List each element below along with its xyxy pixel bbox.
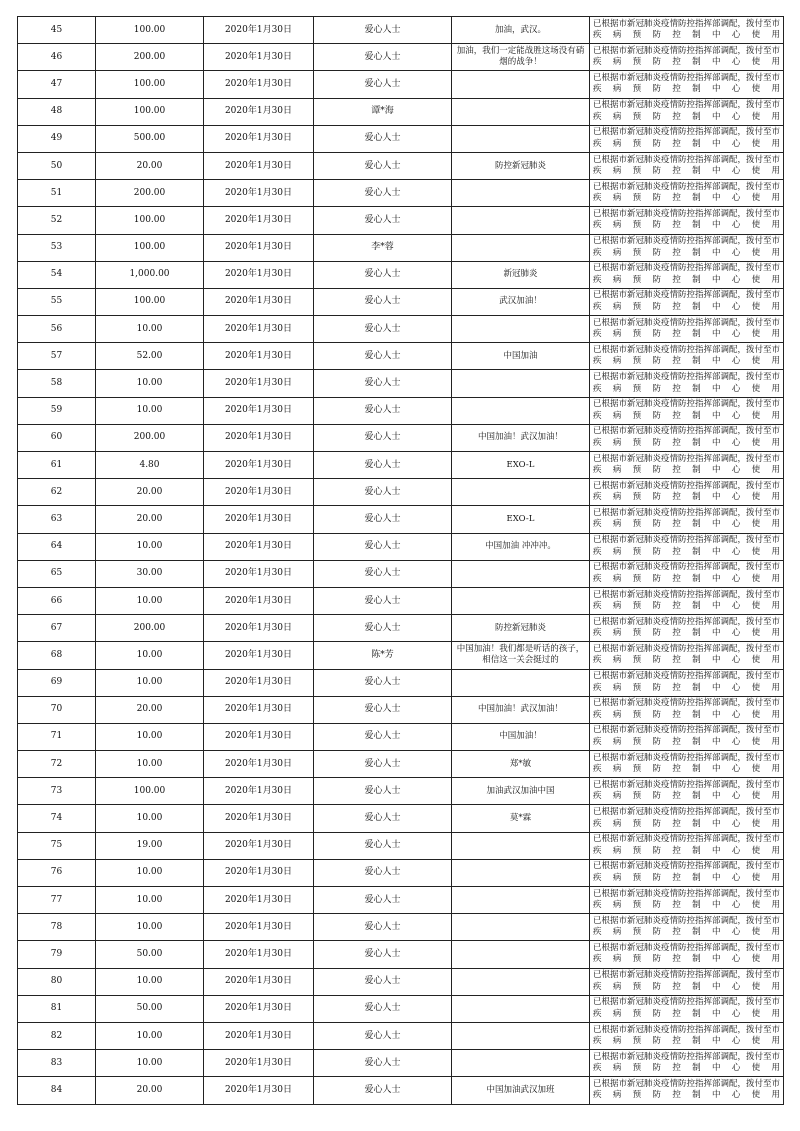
donation-note (452, 397, 590, 424)
donor-name: 爱心人士 (314, 587, 452, 614)
donor-name: 爱心人士 (314, 17, 452, 44)
donation-date: 2020年1月30日 (204, 98, 314, 125)
donation-amount: 10.00 (96, 316, 204, 343)
usage-description: 已根据市新冠肺炎疫情防控指挥部调配，拨付至市疾病预防控制中心使用 (590, 968, 784, 995)
donation-amount: 10.00 (96, 587, 204, 614)
row-number: 46 (18, 44, 96, 71)
usage-description: 已根据市新冠肺炎疫情防控指挥部调配，拨付至市疾病预防控制中心使用 (590, 533, 784, 560)
table-row (18, 669, 784, 696)
donation-note (452, 914, 590, 941)
row-number: 83 (18, 1050, 96, 1077)
usage-description: 已根据市新冠肺炎疫情防控指挥部调配，拨付至市疾病预防控制中心使用 (590, 1022, 784, 1049)
donation-note: 中国加油！武汉加油！ (452, 424, 590, 451)
table-row (18, 941, 784, 968)
usage-description: 已根据市新冠肺炎疫情防控指挥部调配，拨付至市疾病预防控制中心使用 (590, 288, 784, 315)
usage-description: 已根据市新冠肺炎疫情防控指挥部调配，拨付至市疾病预防控制中心使用 (590, 152, 784, 179)
usage-description: 已根据市新冠肺炎疫情防控指挥部调配，拨付至市疾病预防控制中心使用 (590, 941, 784, 968)
donation-date: 2020年1月30日 (204, 180, 314, 207)
donation-amount: 100.00 (96, 207, 204, 234)
donor-name: 爱心人士 (314, 397, 452, 424)
row-number: 51 (18, 180, 96, 207)
table-row (18, 98, 784, 125)
donation-amount: 10.00 (96, 669, 204, 696)
donation-note: 中国加油 冲冲冲。 (452, 533, 590, 560)
row-number: 56 (18, 316, 96, 343)
donor-name: 爱心人士 (314, 479, 452, 506)
row-number: 52 (18, 207, 96, 234)
table-row (18, 506, 784, 533)
row-number: 53 (18, 234, 96, 261)
table-row (18, 261, 784, 288)
donation-amount: 10.00 (96, 805, 204, 832)
table-row (18, 723, 784, 750)
donation-amount: 200.00 (96, 44, 204, 71)
donation-note (452, 207, 590, 234)
row-number: 48 (18, 98, 96, 125)
row-number: 64 (18, 533, 96, 560)
donor-name: 爱心人士 (314, 805, 452, 832)
donation-amount: 20.00 (96, 152, 204, 179)
donation-amount: 500.00 (96, 125, 204, 152)
table-row (18, 859, 784, 886)
donation-date: 2020年1月30日 (204, 642, 314, 669)
donation-amount: 10.00 (96, 887, 204, 914)
donation-note: 中国加油！我们都是听话的孩子，相信这一关会挺过的 (452, 642, 590, 669)
row-number: 82 (18, 1022, 96, 1049)
table-row (18, 71, 784, 98)
row-number: 77 (18, 887, 96, 914)
usage-description: 已根据市新冠肺炎疫情防控指挥部调配，拨付至市疾病预防控制中心使用 (590, 343, 784, 370)
row-number: 61 (18, 452, 96, 479)
row-number: 79 (18, 941, 96, 968)
row-number: 65 (18, 560, 96, 587)
table-row (18, 696, 784, 723)
row-number: 66 (18, 587, 96, 614)
donation-note (452, 832, 590, 859)
donation-amount: 10.00 (96, 751, 204, 778)
donation-table-body (18, 17, 784, 1105)
donation-note (452, 995, 590, 1022)
donation-amount: 20.00 (96, 1077, 204, 1104)
donor-name: 爱心人士 (314, 506, 452, 533)
usage-description: 已根据市新冠肺炎疫情防控指挥部调配，拨付至市疾病预防控制中心使用 (590, 832, 784, 859)
donation-note: 新冠肺炎 (452, 261, 590, 288)
donation-note: 加油，武汉。 (452, 17, 590, 44)
donation-date: 2020年1月30日 (204, 71, 314, 98)
donation-amount: 50.00 (96, 941, 204, 968)
donation-amount: 100.00 (96, 98, 204, 125)
table-row (18, 1050, 784, 1077)
row-number: 70 (18, 696, 96, 723)
donor-name: 爱心人士 (314, 995, 452, 1022)
usage-description: 已根据市新冠肺炎疫情防控指挥部调配，拨付至市疾病预防控制中心使用 (590, 71, 784, 98)
donor-name: 爱心人士 (314, 560, 452, 587)
usage-description: 已根据市新冠肺炎疫情防控指挥部调配，拨付至市疾病预防控制中心使用 (590, 370, 784, 397)
donation-date: 2020年1月30日 (204, 587, 314, 614)
donation-note: 加油，我们一定能战胜这场没有硝烟的战争！ (452, 44, 590, 71)
usage-description: 已根据市新冠肺炎疫情防控指挥部调配，拨付至市疾病预防控制中心使用 (590, 316, 784, 343)
donation-date: 2020年1月30日 (204, 1050, 314, 1077)
donor-name: 爱心人士 (314, 859, 452, 886)
donor-name: 爱心人士 (314, 533, 452, 560)
donation-date: 2020年1月30日 (204, 479, 314, 506)
donation-date: 2020年1月30日 (204, 452, 314, 479)
row-number: 59 (18, 397, 96, 424)
usage-description: 已根据市新冠肺炎疫情防控指挥部调配，拨付至市疾病预防控制中心使用 (590, 98, 784, 125)
donation-amount: 19.00 (96, 832, 204, 859)
usage-description: 已根据市新冠肺炎疫情防控指挥部调配，拨付至市疾病预防控制中心使用 (590, 805, 784, 832)
row-number: 62 (18, 479, 96, 506)
usage-description: 已根据市新冠肺炎疫情防控指挥部调配，拨付至市疾病预防控制中心使用 (590, 125, 784, 152)
row-number: 67 (18, 615, 96, 642)
donor-name: 爱心人士 (314, 968, 452, 995)
row-number: 73 (18, 778, 96, 805)
donor-name: 爱心人士 (314, 180, 452, 207)
donor-name: 爱心人士 (314, 424, 452, 451)
donation-note (452, 1050, 590, 1077)
donation-amount: 10.00 (96, 859, 204, 886)
donation-note: 武汉加油！ (452, 288, 590, 315)
table-row (18, 44, 784, 71)
donation-amount: 4.80 (96, 452, 204, 479)
row-number: 45 (18, 17, 96, 44)
row-number: 47 (18, 71, 96, 98)
usage-description: 已根据市新冠肺炎疫情防控指挥部调配，拨付至市疾病预防控制中心使用 (590, 914, 784, 941)
donation-note (452, 125, 590, 152)
usage-description: 已根据市新冠肺炎疫情防控指挥部调配，拨付至市疾病预防控制中心使用 (590, 424, 784, 451)
table-row (18, 778, 784, 805)
usage-description: 已根据市新冠肺炎疫情防控指挥部调配，拨付至市疾病预防控制中心使用 (590, 587, 784, 614)
usage-description: 已根据市新冠肺炎疫情防控指挥部调配，拨付至市疾病预防控制中心使用 (590, 452, 784, 479)
donation-amount: 20.00 (96, 696, 204, 723)
row-number: 49 (18, 125, 96, 152)
table-row (18, 587, 784, 614)
usage-description: 已根据市新冠肺炎疫情防控指挥部调配，拨付至市疾病预防控制中心使用 (590, 642, 784, 669)
donor-name: 谭*海 (314, 98, 452, 125)
usage-description: 已根据市新冠肺炎疫情防控指挥部调配，拨付至市疾病预防控制中心使用 (590, 696, 784, 723)
table-row (18, 832, 784, 859)
table-row (18, 914, 784, 941)
donation-date: 2020年1月30日 (204, 723, 314, 750)
row-number: 57 (18, 343, 96, 370)
donor-name: 爱心人士 (314, 71, 452, 98)
donation-date: 2020年1月30日 (204, 941, 314, 968)
donation-note (452, 71, 590, 98)
usage-description: 已根据市新冠肺炎疫情防控指挥部调配，拨付至市疾病预防控制中心使用 (590, 44, 784, 71)
table-row (18, 615, 784, 642)
donation-note: 防控新冠肺炎 (452, 152, 590, 179)
donor-name: 爱心人士 (314, 751, 452, 778)
usage-description: 已根据市新冠肺炎疫情防控指挥部调配，拨付至市疾病预防控制中心使用 (590, 751, 784, 778)
table-row (18, 234, 784, 261)
donor-name: 爱心人士 (314, 696, 452, 723)
donation-date: 2020年1月30日 (204, 125, 314, 152)
donation-date: 2020年1月30日 (204, 316, 314, 343)
donation-date: 2020年1月30日 (204, 859, 314, 886)
usage-description: 已根据市新冠肺炎疫情防控指挥部调配，拨付至市疾病预防控制中心使用 (590, 1077, 784, 1104)
donation-note (452, 180, 590, 207)
donation-date: 2020年1月30日 (204, 343, 314, 370)
donor-name: 爱心人士 (314, 669, 452, 696)
donation-amount: 10.00 (96, 642, 204, 669)
donation-date: 2020年1月30日 (204, 207, 314, 234)
donation-date: 2020年1月30日 (204, 995, 314, 1022)
donor-name: 爱心人士 (314, 914, 452, 941)
usage-description: 已根据市新冠肺炎疫情防控指挥部调配，拨付至市疾病预防控制中心使用 (590, 887, 784, 914)
donor-name: 爱心人士 (314, 832, 452, 859)
donor-name: 爱心人士 (314, 941, 452, 968)
donor-name: 爱心人士 (314, 1050, 452, 1077)
usage-description: 已根据市新冠肺炎疫情防控指挥部调配，拨付至市疾病预防控制中心使用 (590, 615, 784, 642)
table-row (18, 152, 784, 179)
donation-amount: 10.00 (96, 370, 204, 397)
donation-date: 2020年1月30日 (204, 832, 314, 859)
row-number: 58 (18, 370, 96, 397)
row-number: 55 (18, 288, 96, 315)
row-number: 76 (18, 859, 96, 886)
donation-note (452, 370, 590, 397)
donor-name: 陈*芳 (314, 642, 452, 669)
donation-date: 2020年1月30日 (204, 805, 314, 832)
donor-name: 爱心人士 (314, 44, 452, 71)
usage-description: 已根据市新冠肺炎疫情防控指挥部调配，拨付至市疾病预防控制中心使用 (590, 397, 784, 424)
usage-description: 已根据市新冠肺炎疫情防控指挥部调配，拨付至市疾病预防控制中心使用 (590, 261, 784, 288)
donation-amount: 100.00 (96, 288, 204, 315)
donation-amount: 100.00 (96, 234, 204, 261)
donor-name: 爱心人士 (314, 370, 452, 397)
table-row (18, 125, 784, 152)
table-row (18, 180, 784, 207)
donation-note: 防控新冠肺炎 (452, 615, 590, 642)
donation-note (452, 941, 590, 968)
donation-date: 2020年1月30日 (204, 424, 314, 451)
donation-amount: 10.00 (96, 914, 204, 941)
donation-note (452, 316, 590, 343)
table-row (18, 452, 784, 479)
donation-note: 中国加油！武汉加油！ (452, 696, 590, 723)
donation-date: 2020年1月30日 (204, 44, 314, 71)
donation-amount: 10.00 (96, 397, 204, 424)
donation-note (452, 887, 590, 914)
donor-name: 爱心人士 (314, 207, 452, 234)
donor-name: 爱心人士 (314, 343, 452, 370)
table-row (18, 1077, 784, 1104)
donation-amount: 10.00 (96, 1050, 204, 1077)
donation-amount: 200.00 (96, 180, 204, 207)
row-number: 68 (18, 642, 96, 669)
table-row (18, 560, 784, 587)
row-number: 84 (18, 1077, 96, 1104)
table-row (18, 887, 784, 914)
donation-date: 2020年1月30日 (204, 506, 314, 533)
donor-name: 爱心人士 (314, 1022, 452, 1049)
donation-note (452, 98, 590, 125)
usage-description: 已根据市新冠肺炎疫情防控指挥部调配，拨付至市疾病预防控制中心使用 (590, 778, 784, 805)
donor-name: 李*蓉 (314, 234, 452, 261)
donor-name: 爱心人士 (314, 778, 452, 805)
donation-note (452, 234, 590, 261)
donation-amount: 100.00 (96, 778, 204, 805)
row-number: 72 (18, 751, 96, 778)
row-number: 81 (18, 995, 96, 1022)
row-number: 80 (18, 968, 96, 995)
donation-date: 2020年1月30日 (204, 560, 314, 587)
donation-date: 2020年1月30日 (204, 615, 314, 642)
donation-note: EXO-L (452, 506, 590, 533)
row-number: 50 (18, 152, 96, 179)
usage-description: 已根据市新冠肺炎疫情防控指挥部调配，拨付至市疾病预防控制中心使用 (590, 207, 784, 234)
donation-amount: 10.00 (96, 1022, 204, 1049)
donation-amount: 200.00 (96, 615, 204, 642)
donation-note (452, 587, 590, 614)
donation-date: 2020年1月30日 (204, 914, 314, 941)
usage-description: 已根据市新冠肺炎疫情防控指挥部调配，拨付至市疾病预防控制中心使用 (590, 995, 784, 1022)
donation-date: 2020年1月30日 (204, 696, 314, 723)
donation-note: 郑*敏 (452, 751, 590, 778)
donation-note: 莫*霖 (452, 805, 590, 832)
donation-note: EXO-L (452, 452, 590, 479)
donation-amount: 10.00 (96, 968, 204, 995)
donation-date: 2020年1月30日 (204, 887, 314, 914)
row-number: 75 (18, 832, 96, 859)
table-row (18, 805, 784, 832)
donor-name: 爱心人士 (314, 316, 452, 343)
table-row (18, 642, 784, 669)
row-number: 63 (18, 506, 96, 533)
donor-name: 爱心人士 (314, 288, 452, 315)
table-row (18, 288, 784, 315)
table-row (18, 1022, 784, 1049)
usage-description: 已根据市新冠肺炎疫情防控指挥部调配，拨付至市疾病预防控制中心使用 (590, 669, 784, 696)
donation-note: 加油武汉加油中国 (452, 778, 590, 805)
row-number: 71 (18, 723, 96, 750)
donation-amount: 10.00 (96, 533, 204, 560)
donor-name: 爱心人士 (314, 125, 452, 152)
table-row (18, 479, 784, 506)
donation-date: 2020年1月30日 (204, 778, 314, 805)
usage-description: 已根据市新冠肺炎疫情防控指挥部调配，拨付至市疾病预防控制中心使用 (590, 859, 784, 886)
usage-description: 已根据市新冠肺炎疫情防控指挥部调配，拨付至市疾病预防控制中心使用 (590, 506, 784, 533)
donation-note: 中国加油武汉加班 (452, 1077, 590, 1104)
donor-name: 爱心人士 (314, 1077, 452, 1104)
donation-date: 2020年1月30日 (204, 533, 314, 560)
donation-date: 2020年1月30日 (204, 968, 314, 995)
donor-name: 爱心人士 (314, 452, 452, 479)
donation-amount: 10.00 (96, 723, 204, 750)
donation-date: 2020年1月30日 (204, 751, 314, 778)
donation-note (452, 968, 590, 995)
donation-amount: 200.00 (96, 424, 204, 451)
usage-description: 已根据市新冠肺炎疫情防控指挥部调配，拨付至市疾病预防控制中心使用 (590, 234, 784, 261)
donation-date: 2020年1月30日 (204, 669, 314, 696)
usage-description: 已根据市新冠肺炎疫情防控指挥部调配，拨付至市疾病预防控制中心使用 (590, 17, 784, 44)
donation-date: 2020年1月30日 (204, 370, 314, 397)
donation-note (452, 859, 590, 886)
usage-description: 已根据市新冠肺炎疫情防控指挥部调配，拨付至市疾病预防控制中心使用 (590, 560, 784, 587)
table-row (18, 370, 784, 397)
usage-description: 已根据市新冠肺炎疫情防控指挥部调配，拨付至市疾病预防控制中心使用 (590, 479, 784, 506)
donation-note (452, 1022, 590, 1049)
donation-amount: 100.00 (96, 17, 204, 44)
usage-description: 已根据市新冠肺炎疫情防控指挥部调配，拨付至市疾病预防控制中心使用 (590, 1050, 784, 1077)
donation-date: 2020年1月30日 (204, 261, 314, 288)
donation-date: 2020年1月30日 (204, 288, 314, 315)
donation-note (452, 669, 590, 696)
donation-amount: 30.00 (96, 560, 204, 587)
donation-amount: 1,000.00 (96, 261, 204, 288)
table-row (18, 424, 784, 451)
row-number: 60 (18, 424, 96, 451)
table-row (18, 968, 784, 995)
donation-note: 中国加油 (452, 343, 590, 370)
donation-note: 中国加油！ (452, 723, 590, 750)
donation-date: 2020年1月30日 (204, 1022, 314, 1049)
table-row (18, 207, 784, 234)
row-number: 74 (18, 805, 96, 832)
row-number: 78 (18, 914, 96, 941)
donor-name: 爱心人士 (314, 887, 452, 914)
table-row (18, 397, 784, 424)
donation-table (17, 16, 784, 1105)
donor-name: 爱心人士 (314, 615, 452, 642)
donation-date: 2020年1月30日 (204, 397, 314, 424)
donation-date: 2020年1月30日 (204, 152, 314, 179)
donation-amount: 100.00 (96, 71, 204, 98)
donor-name: 爱心人士 (314, 723, 452, 750)
donation-amount: 20.00 (96, 479, 204, 506)
donation-amount: 52.00 (96, 343, 204, 370)
usage-description: 已根据市新冠肺炎疫情防控指挥部调配，拨付至市疾病预防控制中心使用 (590, 180, 784, 207)
donation-date: 2020年1月30日 (204, 1077, 314, 1104)
table-row (18, 343, 784, 370)
table-row (18, 995, 784, 1022)
donation-amount: 20.00 (96, 506, 204, 533)
donation-note (452, 560, 590, 587)
table-row (18, 17, 784, 44)
donor-name: 爱心人士 (314, 261, 452, 288)
donation-date: 2020年1月30日 (204, 234, 314, 261)
donation-amount: 50.00 (96, 995, 204, 1022)
row-number: 69 (18, 669, 96, 696)
table-row (18, 751, 784, 778)
table-row (18, 533, 784, 560)
donation-date: 2020年1月30日 (204, 17, 314, 44)
table-row (18, 316, 784, 343)
donation-note (452, 479, 590, 506)
donor-name: 爱心人士 (314, 152, 452, 179)
usage-description: 已根据市新冠肺炎疫情防控指挥部调配，拨付至市疾病预防控制中心使用 (590, 723, 784, 750)
row-number: 54 (18, 261, 96, 288)
